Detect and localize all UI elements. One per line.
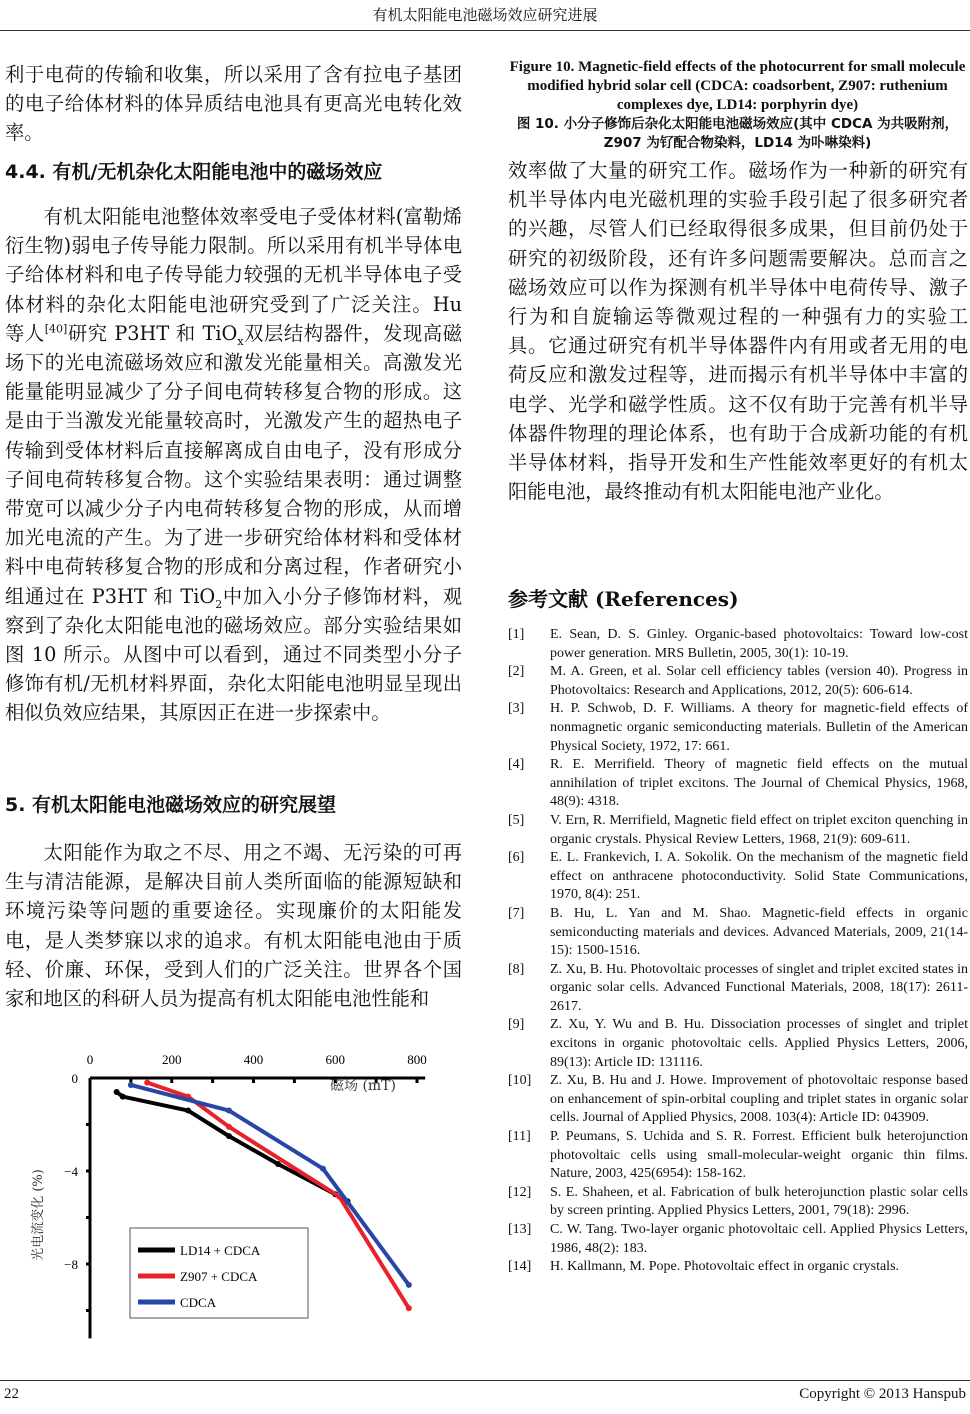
data-point (226, 1133, 232, 1139)
reference-text: Z. Xu, B. Hu and J. Howe. Improvement of photovoltaic response based on enhancement of spin-orbital coupling and triplet states in organic solar cells. Journal of Applied Physics, 2008. 103(4): Article ID: 043909. (550, 1073, 968, 1126)
header-rule (0, 30, 970, 31)
x-tick-label: 600 (325, 1052, 345, 1067)
citation: [40] (44, 322, 68, 336)
reference-text: H. Kallmann, M. Pope. Photovoltaic effect in organic crystals. (550, 1259, 900, 1275)
reference-number: [13] (508, 1222, 532, 1237)
reference-item (508, 1258, 968, 1277)
reference-number: [5] (508, 812, 525, 828)
reference-item (508, 961, 968, 1017)
reference-item (508, 756, 968, 812)
text: 双层结构器件，发现高磁场下的光电流磁场效应和激发光能量相关。高激发光能量能明显减少了分子间电荷转移复合物的形成。这是由于当激发光能量较高时，光激发产生的超热电子传输到受体材料后直接解离成自由电子，没有形成分子间电荷转移复合物。这个实验结果表明：通过调整带宽可以减少分子内电荷转移复合物的形成，从而增加光电流的产生。为了进一步研究给体材料和受体材料中电荷转移复合物的形成和分离过程，作者研究小组通过在 P3HT 和 TiO (5, 321, 463, 608)
x-tick-label: 0 (86, 1052, 94, 1067)
series-line-0 (117, 1092, 348, 1201)
reference-number: [3] (508, 701, 525, 717)
data-point (406, 1282, 412, 1288)
subscript: x (237, 334, 244, 348)
reference-text: V. Ern, R. Merrifield, Magnetic field effect on triplet exciton quenching in organic crystals. Physical Review Letters, 1968, 21(9): 609-611. (550, 812, 968, 847)
reference-item (508, 1184, 968, 1221)
data-point (226, 1124, 232, 1130)
data-point (120, 1094, 126, 1100)
section-heading-5: 5. 有机太阳能电池磁场效应的研究展望 (5, 794, 337, 816)
y-tick-label: −8 (64, 1257, 78, 1272)
reference-number: [6] (508, 850, 525, 866)
reference-number: [7] (508, 905, 525, 921)
reference-item (508, 849, 968, 905)
reference-text: M. A. Green, et al. Solar cell efficiency tables (version 40). Progress in Photovoltaics: Research and Applications, 2012, 20(5): 606-614. (550, 664, 968, 698)
reference-number: [11] (508, 1129, 531, 1145)
legend-label: CDCA (180, 1295, 217, 1310)
page-number: 22 (4, 1386, 19, 1402)
reference-item (508, 1016, 968, 1072)
reference-text: Z. Xu, B. Hu. Photovoltaic processes of singlet and triplet excited states in organic solar cells. Advanced Functional Materials, 2008, 18(17): 2611-2617. (550, 961, 968, 1014)
x-tick-label: 200 (162, 1052, 182, 1067)
reference-text: P. Peumans, S. Uchida and S. R. Forrest. Efficient bulk heterojunction photovoltaic cells using small-molecular-weight organic thin films. Nature, 2003, 425(6954): 158-162. (550, 1129, 968, 1182)
reference-number: [12] (508, 1184, 532, 1200)
legend-label: Z907 + CDCA (180, 1269, 258, 1284)
reference-text: Z. Xu, Y. Wu and B. Hu. Dissociation processes of singlet and triplet excitons in organic photovoltaic cells. Applied Physics Letters, 2006, 89(13): Article ID: 131116. (550, 1017, 968, 1070)
data-point (185, 1108, 191, 1114)
data-point (144, 1080, 150, 1086)
left-paragraph-1: 利于电荷的传输和收集，所以采用了含有拉电子基团的电子给体材料的体异质结电池具有更高光电转化效率。 (5, 63, 462, 145)
reference-number: [4] (508, 757, 525, 773)
reference-number: [14] (508, 1259, 532, 1275)
reference-item (508, 905, 968, 961)
text: 中加入小分子修饰材料，观察到了杂化太阳能电池的磁场效应。部分实验结果如图 10 所示。从图中可以看到，通过不同类型小分子修饰有机/无机材料界面，杂化太阳能电池明显呈现出相似负效应结果，其原因正在进一步探索中。 (5, 584, 463, 725)
reference-number: [10] (508, 1073, 532, 1089)
reference-text: E. L. Frankevich, I. A. Sokolik. On the mechanism of the magnetic field effect on anthracene photoconductivity. Solid State Communications, 1970, 8(4): 251. (550, 850, 968, 903)
reference-item (508, 1221, 968, 1258)
reference-item (508, 1128, 968, 1184)
reference-text: R. E. Merrifield. Theory of magnetic field effects on the mutual annihilation of triplet excitons. The Journal of Chemical Physics, 1968, 48(9): 4318. (550, 757, 968, 810)
left-paragraph-3: 太阳能作为取之不尽、用之不竭、无污染的可再生与清洁能源，是解决目前人类所面临的能源短缺和环境污染等问题的重要途径。实现廉价的太阳能发电，是人类梦寐以求的追求。有机太阳能电池由于质轻、价廉、环保，受到人们的广泛关注。世界各个国家和地区的科研人员为提高有机太阳能电池性能和 (5, 841, 462, 1011)
references-heading: 参考文献 (References) (508, 587, 739, 611)
figure-10-chart (0, 1040, 462, 1350)
reference-item (508, 700, 968, 756)
data-point (226, 1108, 232, 1114)
subscript: 2 (215, 597, 223, 611)
legend-label: LD14 + CDCA (180, 1243, 261, 1258)
references-list (508, 626, 968, 1277)
reference-number: [1] (508, 627, 525, 642)
reference-text: E. Sean, D. S. Ginley. Organic-based photovoltaics: Toward low-cost power generation. MRS Bulletin, 2005, 30(1): 10-19. (550, 627, 968, 661)
footer-rule (0, 1380, 970, 1381)
data-point (128, 1082, 134, 1088)
data-point (114, 1089, 120, 1095)
reference-item (508, 626, 968, 663)
caption-english: Figure 10. Magnetic-field effects of the photocurrent for small molecule modified hybrid solar cell (CDCA: coadsorbent, Z907: ruthenium complexes dye, LD14: porphyrin dye) (509, 59, 966, 113)
figure-caption (505, 58, 970, 153)
right-paragraph-1: 效率做了大量的研究工作。磁场作为一种新的研究有机半导体内电光磁机理的实验手段引起了很多研究者的兴趣，尽管人们已经取得很多成果，但目前仍处于研究的初级阶段，还有许多问题需要解决。总而言之磁场效应可以作为探测有机半导体中电荷传导、激子行为和自旋输运等微观过程的一种强有力的实验工具。它通过研究有机半导体器件内有用或者无用的电荷反应和激发过程等，进而揭示有机半导体中丰富的电学、光学和磁学性质。这不仅有助于完善有机半导体器件物理的理论体系，也有助于合成新功能的有机半导体材料，指导开发和生产性能效率更好的有机太阳能电池，最终推动有机太阳能电池产业化。 (508, 159, 968, 504)
left-paragraph-2 (5, 202, 462, 728)
reference-item (508, 812, 968, 849)
data-point (406, 1305, 412, 1311)
x-axis-label: 磁场 (mT) (330, 1078, 396, 1094)
copyright: Copyright © 2013 Hanspub (799, 1386, 966, 1402)
text: 研究 P3HT 和 TiO (67, 321, 238, 345)
reference-number: [9] (508, 1017, 525, 1033)
caption-chinese: 图 10. 小分子修饰后杂化太阳能电池磁场效应(其中 CDCA 为共吸附剂，Z907 为钌配合物染料，LD14 为卟啉染料) (516, 116, 959, 151)
y-axis-label: 光电流变化 (%) (31, 1169, 46, 1261)
data-point (320, 1166, 326, 1172)
running-header: 有机太阳能电池磁场效应研究进展 (372, 6, 598, 24)
y-tick-label: −4 (64, 1164, 78, 1179)
y-tick-label: 0 (71, 1071, 78, 1086)
reference-number: [2] (508, 664, 525, 680)
section-heading-4-4: 4.4. 有机/无机杂化太阳能电池中的磁场效应 (5, 161, 383, 183)
x-tick-label: 400 (243, 1052, 264, 1067)
x-tick-label: 800 (407, 1052, 427, 1067)
reference-text: S. E. Shaheen, et al. Fabrication of bulk heterojunction plastic solar cells by screen printing. Applied Physics Letters, 2001, 79(18): 2996. (550, 1184, 968, 1219)
text: 有机太阳能电池整体效率受电子受体材料(富勒烯衍生物)弱电子传导能力限制。所以采用有机半导体电子给体材料和电子传导能力较强的无机半导体电子受体材料的杂化太阳能电池研究受到了广泛关注。Hu 等人 (5, 205, 462, 345)
reference-item (508, 1072, 968, 1128)
data-point (275, 1161, 281, 1167)
reference-item (508, 663, 968, 700)
reference-text: B. Hu, L. Yan and M. Shao. Magnetic-field effects in organic semiconducting materials and devices. Advanced Materials, 2009, 21(14-15): 1500-1516. (550, 905, 968, 959)
reference-number: [8] (508, 961, 525, 977)
reference-text: C. W. Tang. Two-layer organic photovoltaic cell. Applied Physics Letters, 1986, 48(2): 183. (550, 1222, 968, 1256)
reference-text: H. P. Schwob, D. F. Williams. A theory for magnetic-field effects of nonmagnetic organic semiconducting materials. Bulletin of the American Physical Society, 1972, 17: 661. (550, 701, 968, 754)
